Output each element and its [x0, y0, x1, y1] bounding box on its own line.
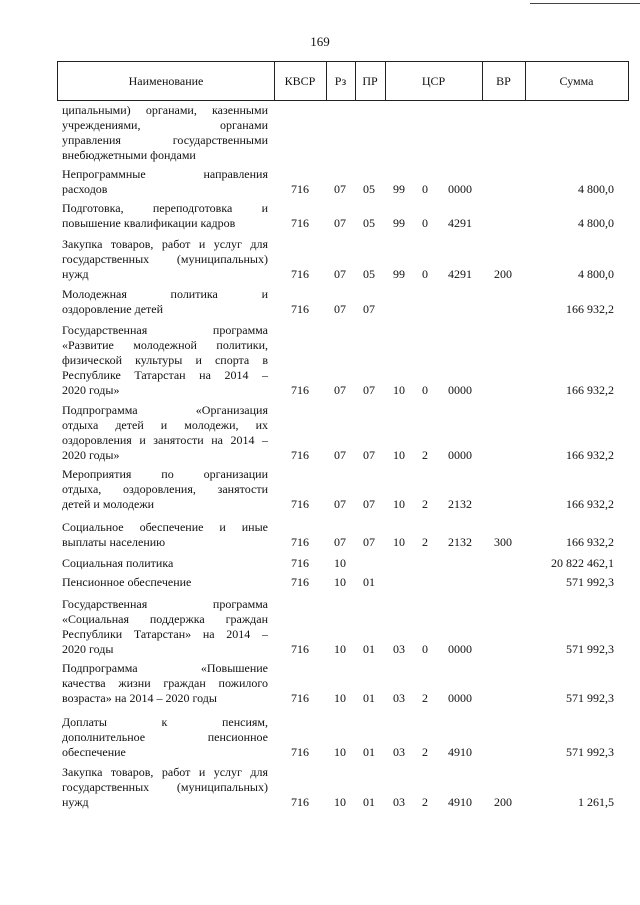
cell-pr: 01 [363, 691, 375, 705]
cell-name-line: физической культуры и спорта в [62, 353, 268, 367]
cell-pr: 07 [363, 497, 375, 511]
header-sum: Сумма [559, 74, 594, 88]
table-row [0, 323, 640, 398]
cell-name-line: 2020 годы» [62, 448, 120, 462]
cell-csr-subprogram: 0 [422, 216, 428, 230]
cell-name [62, 201, 268, 231]
cell-kvsr: 716 [291, 302, 309, 316]
cell-csr-program: 10 [393, 448, 405, 462]
cell-name-line: обеспечение [62, 745, 126, 759]
cell-name-line: Пенсионное обеспечение [62, 575, 192, 589]
header-csr: ЦСР [421, 74, 446, 88]
cell-sum: 166 932,2 [566, 535, 614, 549]
table-row [0, 556, 640, 571]
cell-csr-direction: 0000 [448, 691, 472, 705]
cell-rz: 07 [334, 497, 346, 511]
cell-rz: 10 [334, 795, 346, 809]
cell-pr: 05 [363, 182, 375, 196]
cell-name-line: детей и молодежи [62, 497, 155, 511]
cell-name-line: государственных (муниципальных) [62, 780, 268, 794]
cell-name [62, 575, 268, 590]
cell-pr: 05 [363, 267, 375, 281]
cell-name-line: Доплаты к пенсиям, [62, 715, 268, 729]
cell-name [62, 597, 268, 657]
cell-kvsr: 716 [291, 535, 309, 549]
cell-name-line: нужд [62, 267, 89, 281]
table-row [0, 520, 640, 550]
cell-csr-program: 10 [393, 383, 405, 397]
cell-name-line: учреждениями, органами [62, 118, 268, 132]
cell-name-line: оздоровление детей [62, 302, 164, 316]
cell-name-line: государственных (муниципальных) [62, 252, 268, 266]
cell-csr-direction: 4291 [448, 216, 472, 230]
cell-name-line: ципальными) органами, казенными [62, 103, 268, 117]
cell-name-line: повышение квалификации кадров [62, 216, 236, 230]
cell-kvsr: 716 [291, 497, 309, 511]
cell-rz: 07 [334, 448, 346, 462]
cell-name-line: нужд [62, 795, 89, 809]
cell-csr-direction: 4910 [448, 745, 472, 759]
cell-sum: 1 261,5 [578, 795, 614, 809]
cell-pr: 01 [363, 795, 375, 809]
cell-name-line: возраста» на 2014 – 2020 годы [62, 691, 217, 705]
cell-csr-program: 99 [393, 182, 405, 196]
cell-csr-direction: 2132 [448, 497, 472, 511]
header-vr: ВР [496, 74, 511, 88]
cell-name-line: качества жизни граждан пожилого [62, 676, 268, 690]
cell-csr-subprogram: 2 [422, 745, 428, 759]
corner-rule [530, 3, 640, 4]
table-row [0, 287, 640, 317]
cell-kvsr: 716 [291, 383, 309, 397]
cell-kvsr: 716 [291, 182, 309, 196]
cell-name-line: выплаты населению [62, 535, 166, 549]
cell-rz: 10 [334, 556, 346, 570]
cell-sum: 166 932,2 [566, 383, 614, 397]
cell-name-line: Подготовка, переподготовка и [62, 201, 268, 215]
cell-kvsr: 716 [291, 448, 309, 462]
cell-rz: 07 [334, 383, 346, 397]
cell-name [62, 403, 268, 463]
cell-sum: 166 932,2 [566, 448, 614, 462]
cell-rz: 07 [334, 535, 346, 549]
cell-rz: 07 [334, 216, 346, 230]
cell-name [62, 237, 268, 282]
cell-pr: 05 [363, 216, 375, 230]
cell-csr-subprogram: 0 [422, 642, 428, 656]
cell-name-line: Государственная программа [62, 597, 268, 611]
cell-name-line: Социальная политика [62, 556, 174, 570]
cell-sum: 571 992,3 [566, 691, 614, 705]
cell-pr: 01 [363, 642, 375, 656]
cell-sum: 166 932,2 [566, 302, 614, 316]
cell-name-line: Закупка товаров, работ и услуг для [62, 237, 268, 251]
cell-csr-program: 03 [393, 642, 405, 656]
cell-vr: 200 [494, 795, 512, 809]
table-row [0, 597, 640, 657]
cell-name-line: Молодежная политика и [62, 287, 268, 301]
cell-csr-subprogram: 2 [422, 691, 428, 705]
cell-sum: 571 992,3 [566, 745, 614, 759]
cell-rz: 07 [334, 302, 346, 316]
cell-vr: 200 [494, 267, 512, 281]
cell-csr-program: 03 [393, 691, 405, 705]
cell-vr: 300 [494, 535, 512, 549]
page-number: 169 [310, 34, 330, 49]
cell-csr-direction: 0000 [448, 182, 472, 196]
cell-csr-program: 03 [393, 795, 405, 809]
cell-name [62, 287, 268, 317]
cell-csr-direction: 0000 [448, 642, 472, 656]
table-row [0, 403, 640, 463]
cell-kvsr: 716 [291, 556, 309, 570]
cell-name-line: «Социальная поддержка граждан [62, 612, 268, 626]
table-row [0, 167, 640, 197]
cell-name [62, 467, 268, 512]
cell-sum: 20 822 462,1 [551, 556, 614, 570]
table-row [0, 201, 640, 231]
cell-sum: 571 992,3 [566, 642, 614, 656]
cell-csr-subprogram: 0 [422, 267, 428, 281]
cell-name-line: отдыха, оздоровления, занятости [62, 482, 268, 496]
cell-kvsr: 716 [291, 216, 309, 230]
cell-sum: 4 800,0 [578, 182, 614, 196]
header-kvsr: КВСР [284, 74, 316, 88]
cell-rz: 10 [334, 575, 346, 589]
cell-rz: 07 [334, 267, 346, 281]
header-pr: ПР [362, 74, 378, 88]
cell-csr-program: 99 [393, 216, 405, 230]
cell-pr: 07 [363, 448, 375, 462]
table-header [57, 61, 629, 101]
cell-name [62, 715, 268, 760]
cell-sum: 4 800,0 [578, 216, 614, 230]
cell-kvsr: 716 [291, 267, 309, 281]
cell-name [62, 323, 268, 398]
cell-name [62, 167, 268, 197]
cell-name-line: 2020 годы» [62, 383, 120, 397]
cell-name-line: Мероприятия по организации [62, 467, 268, 481]
cell-name-line: внебюджетными фондами [62, 148, 196, 162]
cell-csr-subprogram: 2 [422, 448, 428, 462]
cell-csr-subprogram: 0 [422, 182, 428, 196]
cell-csr-subprogram: 2 [422, 497, 428, 511]
table-row [0, 237, 640, 282]
cell-csr-subprogram: 2 [422, 795, 428, 809]
cell-csr-program: 10 [393, 497, 405, 511]
cell-name [62, 765, 268, 810]
table-row [0, 575, 640, 590]
cell-csr-program: 10 [393, 535, 405, 549]
cell-name-line: «Развитие молодежной политики, [62, 338, 268, 352]
cell-name-line: Подпрограмма «Организация [62, 403, 268, 417]
table-row [0, 765, 640, 810]
cell-name-line: Закупка товаров, работ и услуг для [62, 765, 268, 779]
cell-name [62, 520, 268, 550]
header-name: Наименование [128, 74, 204, 88]
cell-rz: 10 [334, 642, 346, 656]
table-row [0, 467, 640, 512]
cell-kvsr: 716 [291, 642, 309, 656]
cell-name [62, 556, 268, 571]
cell-pr: 01 [363, 745, 375, 759]
cell-name-line: Социальное обеспечение и иные [62, 520, 268, 534]
cell-csr-direction: 0000 [448, 448, 472, 462]
table-row [0, 715, 640, 760]
cell-csr-direction: 4910 [448, 795, 472, 809]
cell-pr: 07 [363, 302, 375, 316]
cell-csr-subprogram: 2 [422, 535, 428, 549]
table-row [0, 661, 640, 706]
cell-name-line: расходов [62, 182, 108, 196]
cell-name-line: оздоровления и занятости на 2014 – [62, 433, 268, 447]
cell-pr: 07 [363, 535, 375, 549]
cell-pr: 01 [363, 575, 375, 589]
cell-name-line: 2020 годы [62, 642, 114, 656]
cell-name-line: Подпрограмма «Повышение [62, 661, 268, 675]
header-rz: Рз [334, 74, 347, 88]
cell-name-line: дополнительное пенсионное [62, 730, 268, 744]
cell-kvsr: 716 [291, 575, 309, 589]
cell-csr-direction: 4291 [448, 267, 472, 281]
cell-rz: 10 [334, 691, 346, 705]
cell-name-line: управления государственными [62, 133, 268, 147]
cell-csr-subprogram: 0 [422, 383, 428, 397]
cell-name-line: Республике Татарстан на 2014 – [62, 368, 268, 382]
cell-csr-direction: 2132 [448, 535, 472, 549]
table-row [0, 103, 640, 163]
cell-sum: 571 992,3 [566, 575, 614, 589]
cell-rz: 10 [334, 745, 346, 759]
cell-name [62, 661, 268, 706]
cell-csr-program: 99 [393, 267, 405, 281]
cell-rz: 07 [334, 182, 346, 196]
cell-sum: 166 932,2 [566, 497, 614, 511]
cell-csr-direction: 0000 [448, 383, 472, 397]
cell-kvsr: 716 [291, 691, 309, 705]
cell-pr: 07 [363, 383, 375, 397]
cell-name-line: отдыха детей и молодежи, их [62, 418, 268, 432]
cell-csr-program: 03 [393, 745, 405, 759]
cell-name [62, 103, 268, 163]
cell-sum: 4 800,0 [578, 267, 614, 281]
cell-name-line: Республики Татарстан» на 2014 – [62, 627, 268, 641]
cell-kvsr: 716 [291, 745, 309, 759]
cell-kvsr: 716 [291, 795, 309, 809]
cell-name-line: Непрограммные направления [62, 167, 268, 181]
cell-name-line: Государственная программа [62, 323, 268, 337]
